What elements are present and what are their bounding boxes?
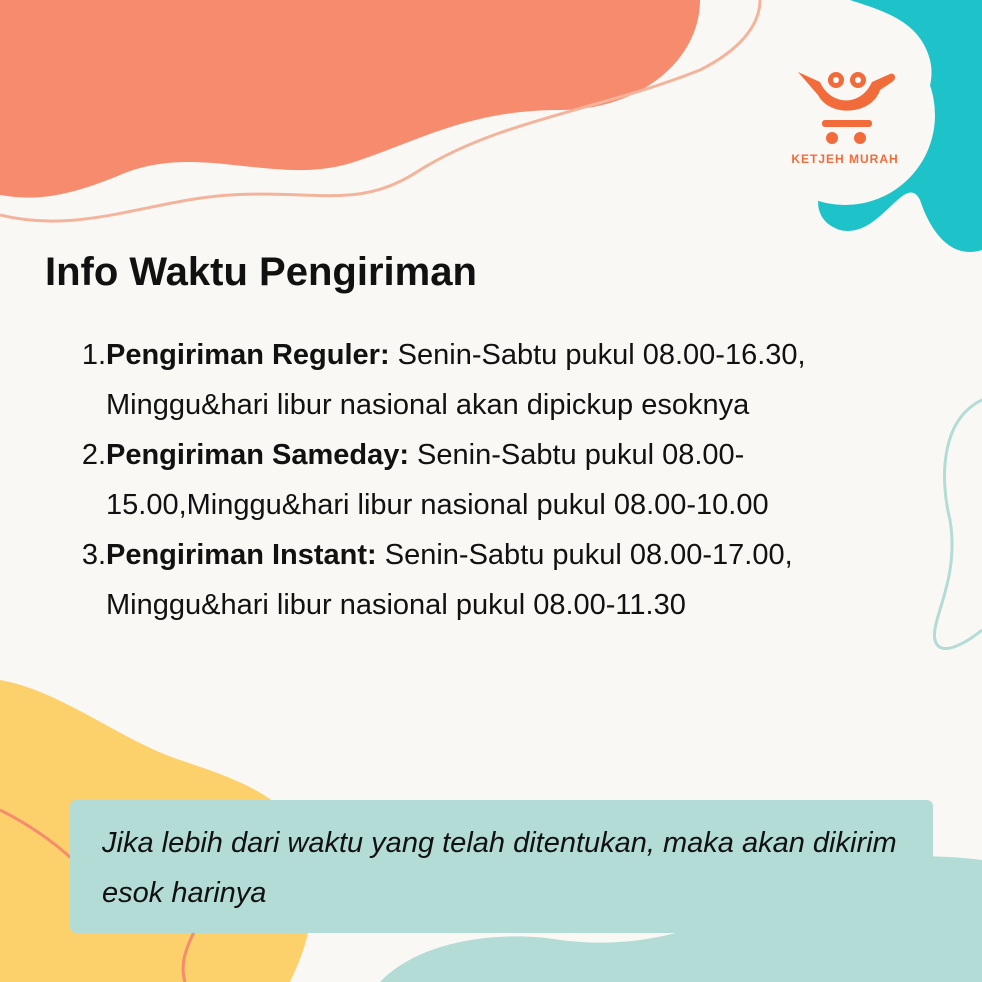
teal-line: [934, 400, 982, 649]
item-number: 1.: [81, 339, 106, 371]
item-text: Senin-Sabtu pukul 08.00-16.30, Minggu&hari libur nasional akan dipickup esoknya: [106, 339, 806, 421]
brand-name: KETJEH MURAH: [791, 152, 899, 166]
item-text: Senin-Sabtu pukul 08.00-17.00, Minggu&hari libur nasional pukul 08.00-11.30: [106, 539, 793, 621]
list-item: [70, 530, 850, 630]
brand-logo: [770, 60, 920, 166]
item-text: Senin-Sabtu pukul 08.00-15.00,Minggu&hari libur nasional pukul 08.00-10.00: [106, 439, 769, 521]
shipping-list: [70, 330, 850, 630]
item-number: 3.: [81, 539, 106, 571]
item-number: 2.: [81, 439, 106, 471]
list-item: [70, 330, 850, 430]
list-item: [70, 430, 850, 530]
note-box: Jika lebih dari waktu yang telah ditentukan, maka akan dikirim esok harinya: [70, 800, 933, 933]
item-label: Pengiriman Sameday:: [106, 439, 409, 471]
item-label: Pengiriman Instant:: [106, 539, 377, 571]
item-label: Pengiriman Reguler:: [106, 339, 390, 371]
page-title: Info Waktu Pengiriman: [45, 250, 477, 294]
salmon-blob: [0, 0, 700, 198]
shopping-cart-smiley-icon: [790, 60, 900, 145]
